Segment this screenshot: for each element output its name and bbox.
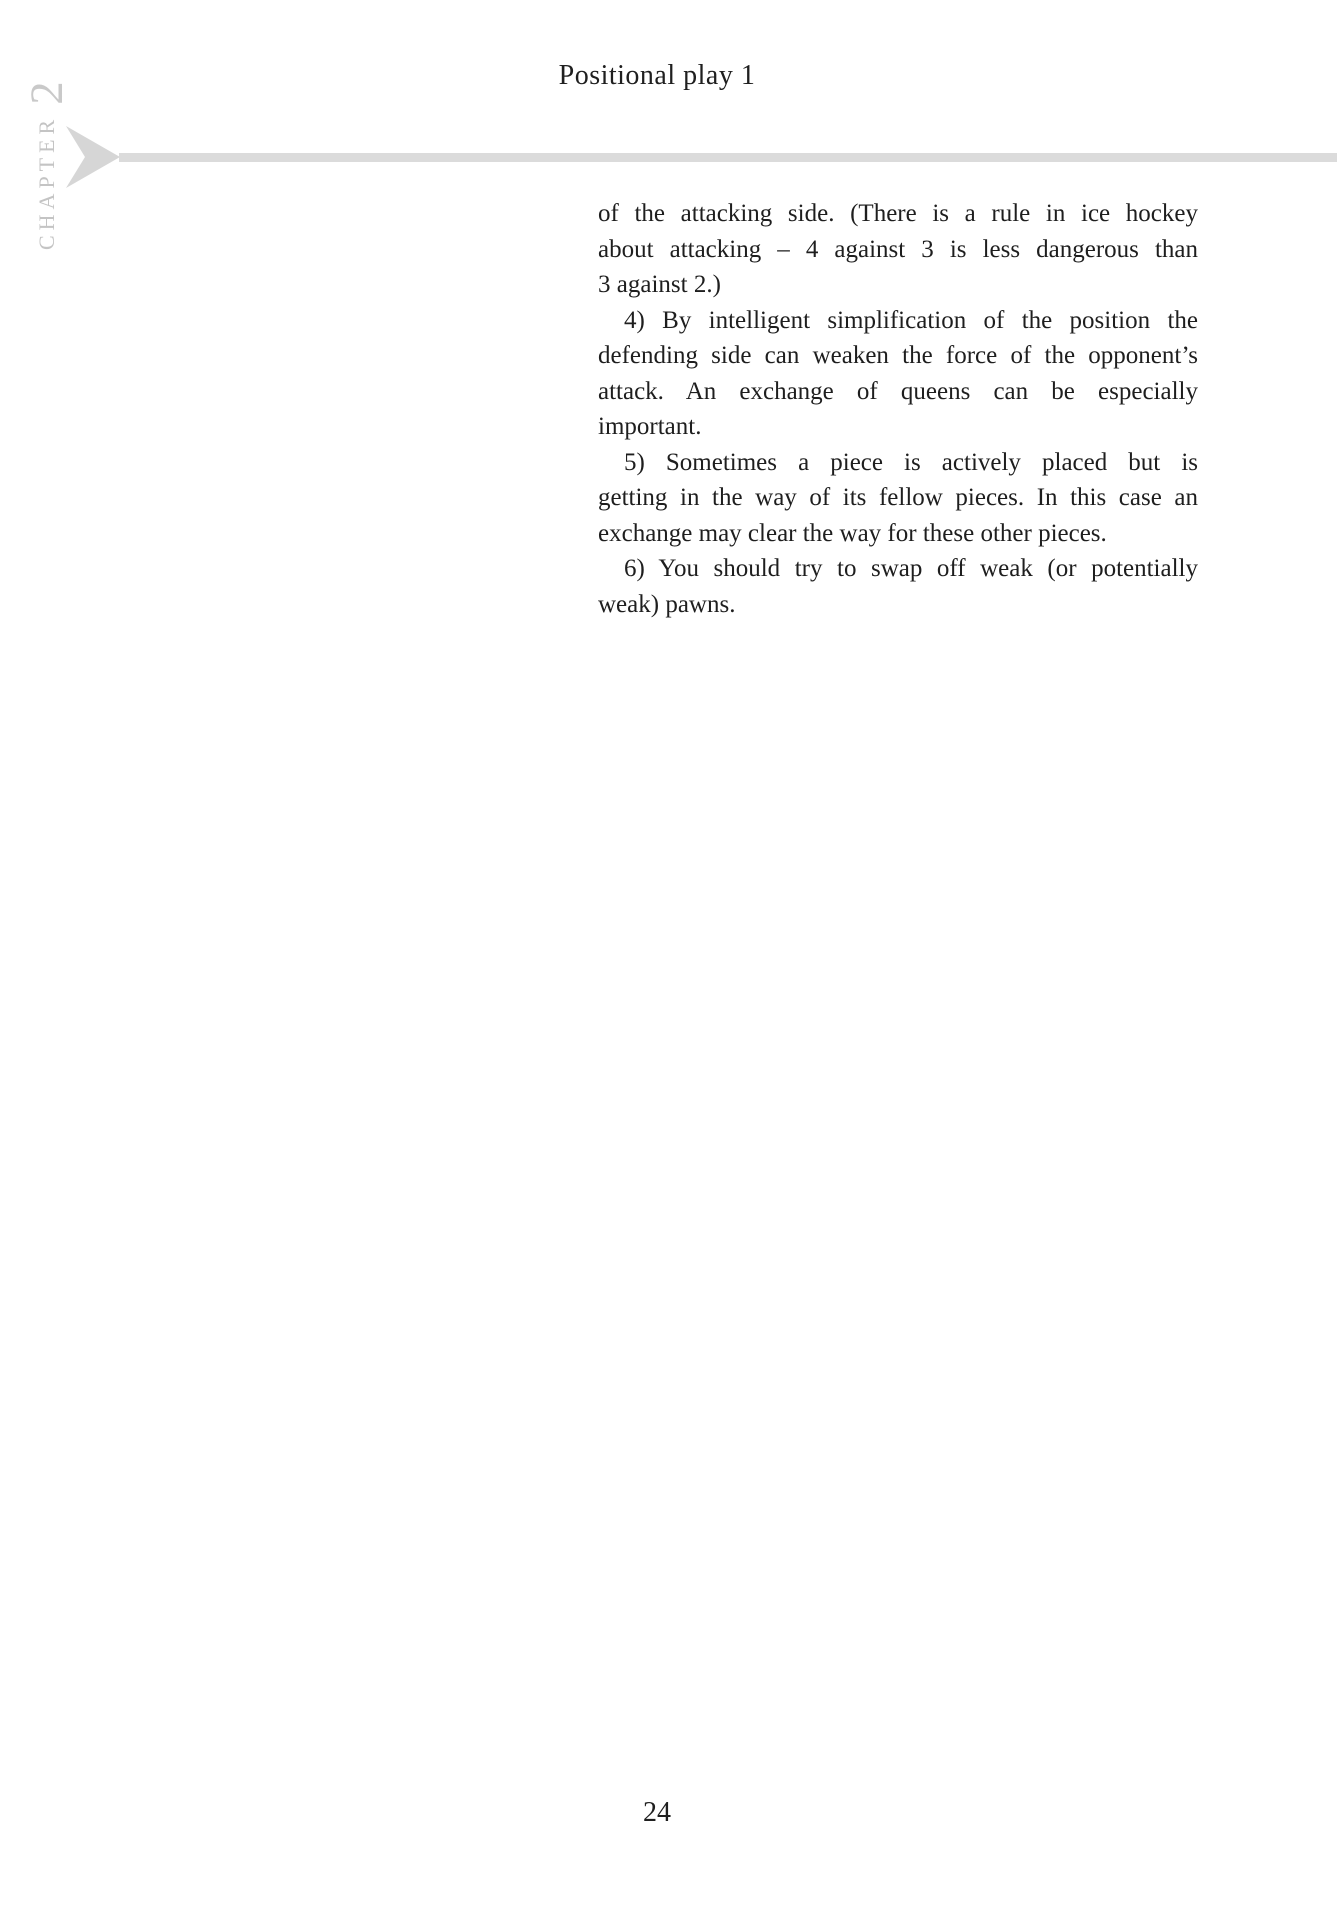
running-head: Positional play 1 — [558, 60, 756, 91]
text-line: 6) You should try to swap off weak (or potentially — [624, 555, 1198, 582]
chapter-number: 2 — [21, 81, 73, 105]
chapter-arrow-icon — [66, 126, 120, 188]
text-line: about attacking – 4 against 3 is less dangerous than — [598, 235, 1198, 263]
text-line: weak) pawns. — [598, 590, 736, 618]
text-line: defending side can weaken the force of the opponent’s — [598, 342, 1198, 369]
page-number: 24 — [643, 1797, 671, 1828]
header-rule — [119, 153, 1337, 162]
text-line: attack. An exchange of queens can be especially — [598, 377, 1198, 405]
paragraph — [598, 303, 1198, 445]
text-line: exchange may clear the way for these other pieces. — [598, 519, 1107, 547]
text-line: 5) Sometimes a piece is actively placed but is — [624, 448, 1198, 476]
text-line: important. — [598, 413, 702, 440]
paragraph — [598, 196, 1198, 303]
paragraph — [598, 551, 1198, 622]
text-line: getting in the way of its fellow pieces. In this case an — [598, 484, 1198, 511]
body-text-column — [598, 196, 1198, 622]
text-line: 4) By intelligent simplification of the position the — [624, 306, 1198, 334]
text-line: of the attacking side. (There is a rule in ice hockey — [598, 200, 1198, 227]
paragraph — [598, 445, 1198, 552]
chapter-label: CHAPTER — [34, 114, 59, 250]
text-line: 3 against 2.) — [598, 271, 721, 298]
